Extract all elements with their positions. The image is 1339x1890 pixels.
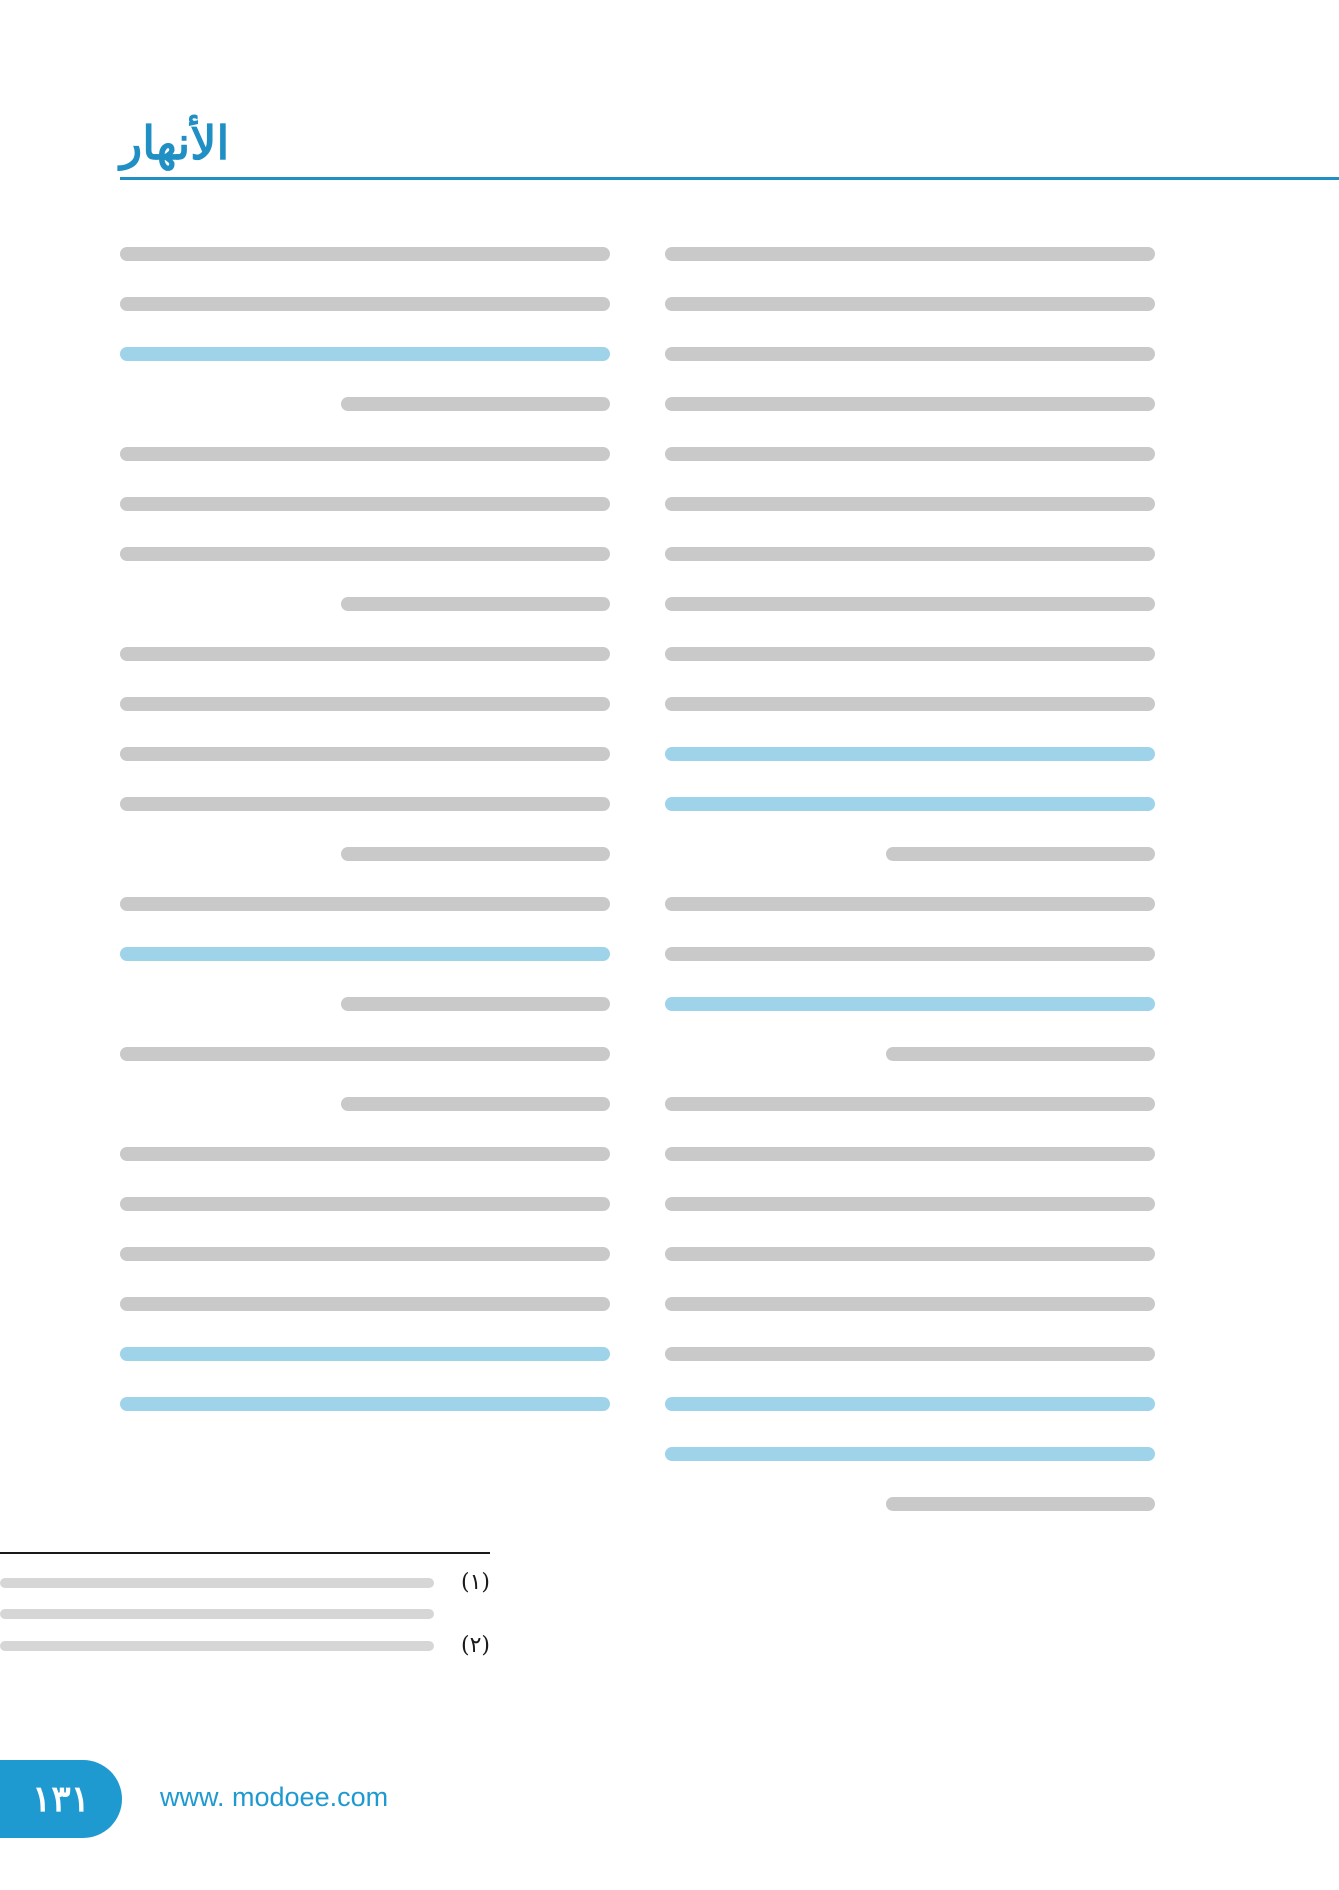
footnote-text-placeholder (0, 1641, 434, 1651)
paragraph-placeholder (120, 647, 610, 861)
paragraph-placeholder (120, 897, 610, 1011)
paragraph-placeholder (665, 1097, 1155, 1511)
page-header (120, 116, 1339, 180)
footnote-marker: (٢) (460, 1633, 490, 1658)
paragraph-placeholder (120, 1147, 610, 1411)
footnote-text-placeholder (0, 1609, 434, 1619)
paragraph-placeholder (665, 897, 1155, 1061)
chapter-title: الأنهار (120, 116, 230, 170)
body-columns (120, 225, 1155, 1765)
page-number-badge (0, 1760, 122, 1838)
footnote-item (0, 1633, 490, 1658)
paragraph-placeholder (120, 1047, 610, 1111)
paragraph-placeholder (120, 447, 610, 611)
paragraph-placeholder (120, 247, 610, 411)
footnote-text-placeholder (0, 1578, 434, 1588)
footnote-item (0, 1570, 490, 1595)
paragraph-placeholder (665, 247, 1155, 861)
right-column (665, 225, 1155, 1765)
footnote-marker: (١) (460, 1570, 490, 1595)
website-link[interactable]: www. modoee.com (160, 1782, 389, 1812)
footnotes (0, 1570, 490, 1672)
header-rule (120, 177, 1339, 180)
footnote-item (0, 1609, 490, 1619)
page-number: ١٣١ (32, 1778, 91, 1820)
footnote-separator (0, 1552, 490, 1554)
left-column (120, 225, 610, 1765)
